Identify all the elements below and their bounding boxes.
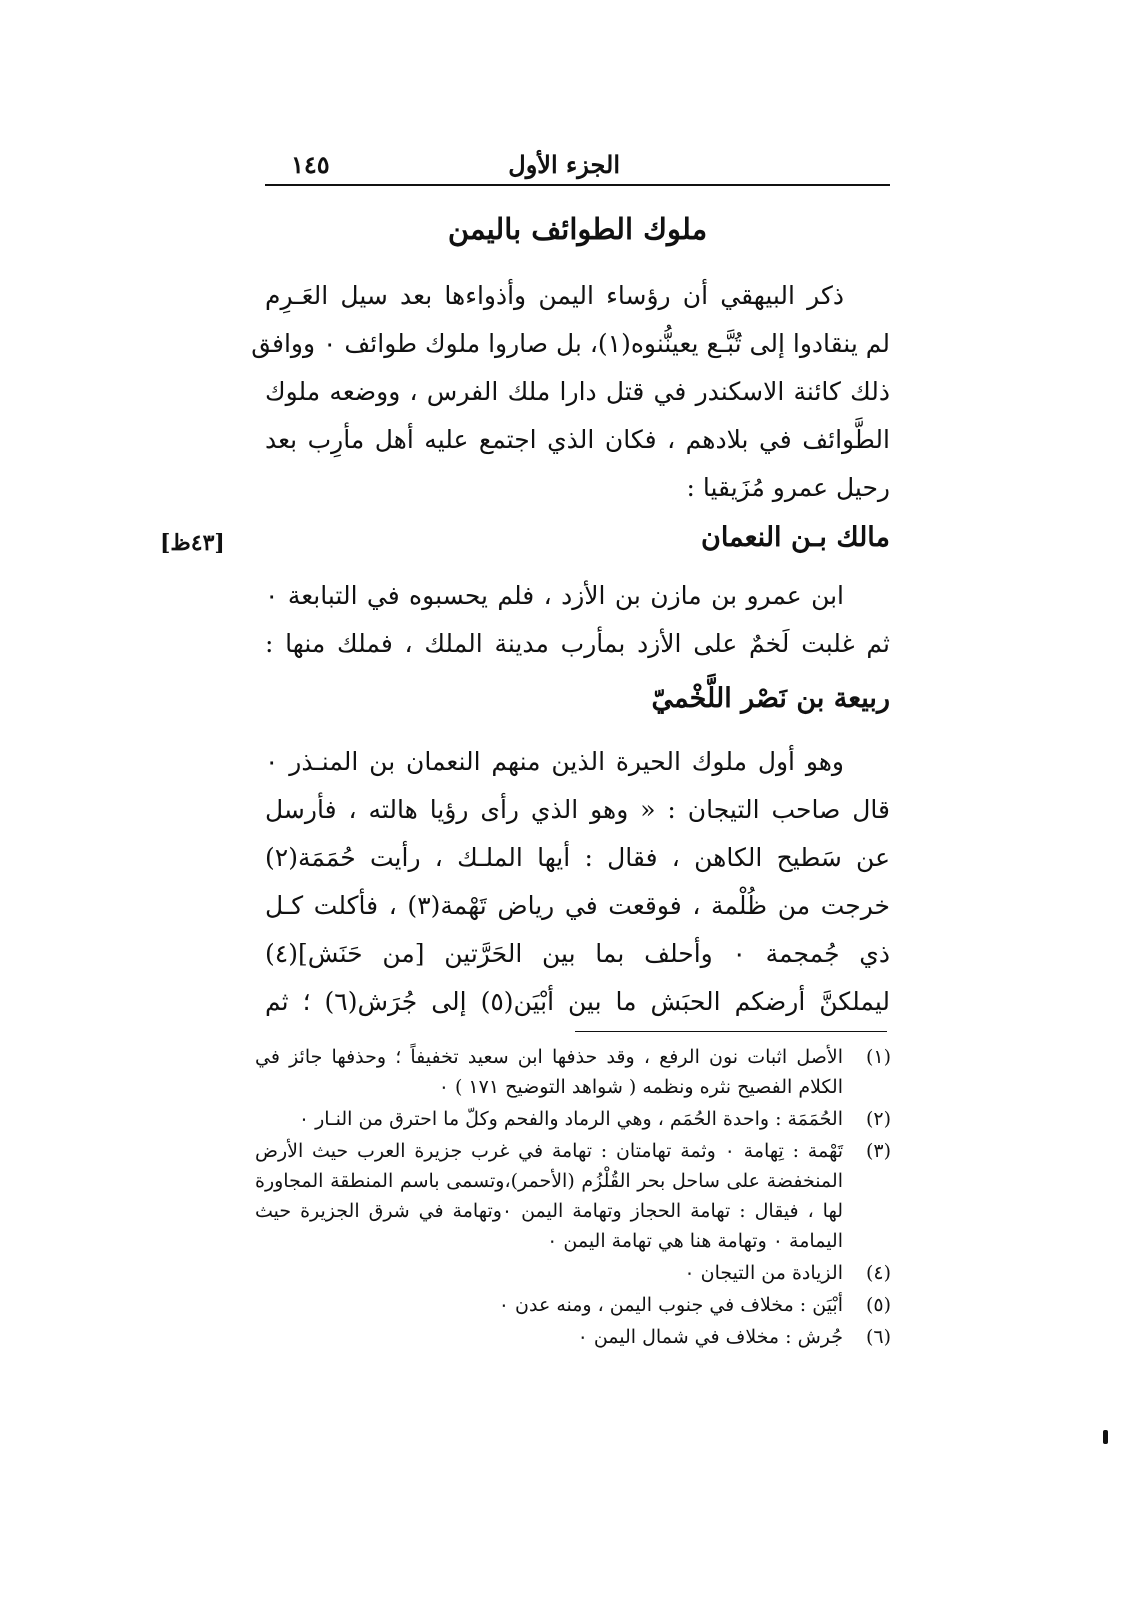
footnote [255, 1290, 891, 1320]
text-line: رحيل عمرو مُزَيقيا : [686, 473, 890, 502]
text-line: خرجت من ظُلْمة ، فوقعت في رياض تَهْمة(٣) ، فأكلت كـل [265, 891, 891, 920]
footnotes [255, 1042, 891, 1354]
footnote-number: (٢) [865, 1108, 891, 1130]
footnote [255, 1136, 891, 1256]
footnote-number: (٥) [865, 1294, 891, 1316]
scan-edge-mark [1103, 1430, 1108, 1444]
footnote-text: الزيادة من التيجان ٠ [684, 1262, 843, 1284]
page-header [265, 150, 890, 186]
footnote-separator [575, 1031, 887, 1032]
footnote [255, 1322, 891, 1352]
text-line: ذي جُمجمة ٠ وأحلف بما بين الحَرَّتين [من حَنَش](٤) [265, 939, 891, 968]
text-line: لم ينقادوا إلى تُبَّـع يعينُّنوه(١)، بل صاروا ملوك طوائف ٠ ووافق [251, 329, 890, 358]
text-line: ليملكنَّ أرضكم الحبَش ما بين أبْيَن(٥) إلى جُرَش(٦) ؛ ثم [265, 987, 890, 1016]
text-line: ثم غلبت لَخمٌ على الأزد بمأرب مدينة الملك ، فملك منها : [265, 629, 890, 658]
footnote-text: تَهْمة : تِهامة ٠ وثمة تهامتان : تهامة في غرب جزيرة العرب حيث الأرض المنخفضة على ساحل بحر القُلْزُم (الأحمر)،وتسمى باسم المنطقة المجاورة لها ، فيقال : تهامة الحجاز وتهامة اليمن ٠وتهامة في شرق الجزيرة حيث اليمامة ٠ وتهامة هنا هي تهامة اليمن ٠ [255, 1140, 844, 1252]
footnote-text: الحُمَمَة : واحدة الحُمَم ، وهي الرماد والفحم وكلّ ما احترق من النـار ٠ [298, 1108, 843, 1130]
footnote [255, 1042, 891, 1102]
footnote-number: (١) [865, 1046, 891, 1068]
text-line: قال صاحب التيجان : « وهو الذي رأى رؤيا هالته ، فأرسل [265, 795, 890, 824]
text-line: ذكر البيهقي أن رؤساء اليمن وأذواءها بعد سيل العَـرِم [265, 281, 844, 310]
subheading-malik: مالك بـن النعمان [700, 522, 890, 553]
paragraph-3 [265, 738, 890, 1026]
subheading-rabia: ربيعة بن نَصْر اللَّخْميّ [651, 683, 890, 714]
text-line: عن سَطيح الكاهن ، فقال : أيها الملـك ، رأيت حُمَمَة(٢) [265, 843, 890, 872]
manuscript-folio-note: [٤٣ظ] [160, 530, 225, 556]
running-title: الجزء الأول [508, 150, 620, 179]
footnote [255, 1104, 891, 1134]
section-title: ملوك الطوائف باليمن [447, 212, 708, 246]
footnote-number: (٣) [865, 1140, 891, 1162]
text-line: ابن عمرو بن مازن بن الأزد ، فلم يحسبوه في التبابعة ٠ [265, 581, 844, 610]
footnote-number: (٦) [865, 1326, 891, 1348]
footnote [255, 1258, 891, 1288]
footnote-text: جُرش : مخلاف في شمال اليمن ٠ [577, 1326, 843, 1348]
footnote-text: أبْيَن : مخلاف في جنوب اليمن ، ومنه عدن ٠ [498, 1294, 843, 1316]
footnote-number: (٤) [865, 1262, 891, 1284]
paragraph-2 [265, 572, 890, 668]
text-line: وهو أول ملوك الحيرة الذين منهم النعمان بن المنـذر ٠ [265, 747, 844, 776]
text-line: ذلك كائنة الاسكندر في قتل دارا ملك الفرس ، ووضعه ملوك [265, 377, 890, 406]
text-line: الطَّوائف في بلادهم ، فكان الذي اجتمع عليه أهل مأرِب بعد [265, 425, 890, 454]
page-number: ١٤٥ [291, 150, 330, 179]
footnote-text: الأصل اثبات نون الرفع ، وقد حذفها ابن سعيد تخفيفاً ؛ وحذفها جائز في الكلام الفصيح نثره ونظمه ( شواهد التوضيح ١٧١ ) ٠ [255, 1046, 843, 1098]
paragraph-1 [251, 272, 890, 512]
